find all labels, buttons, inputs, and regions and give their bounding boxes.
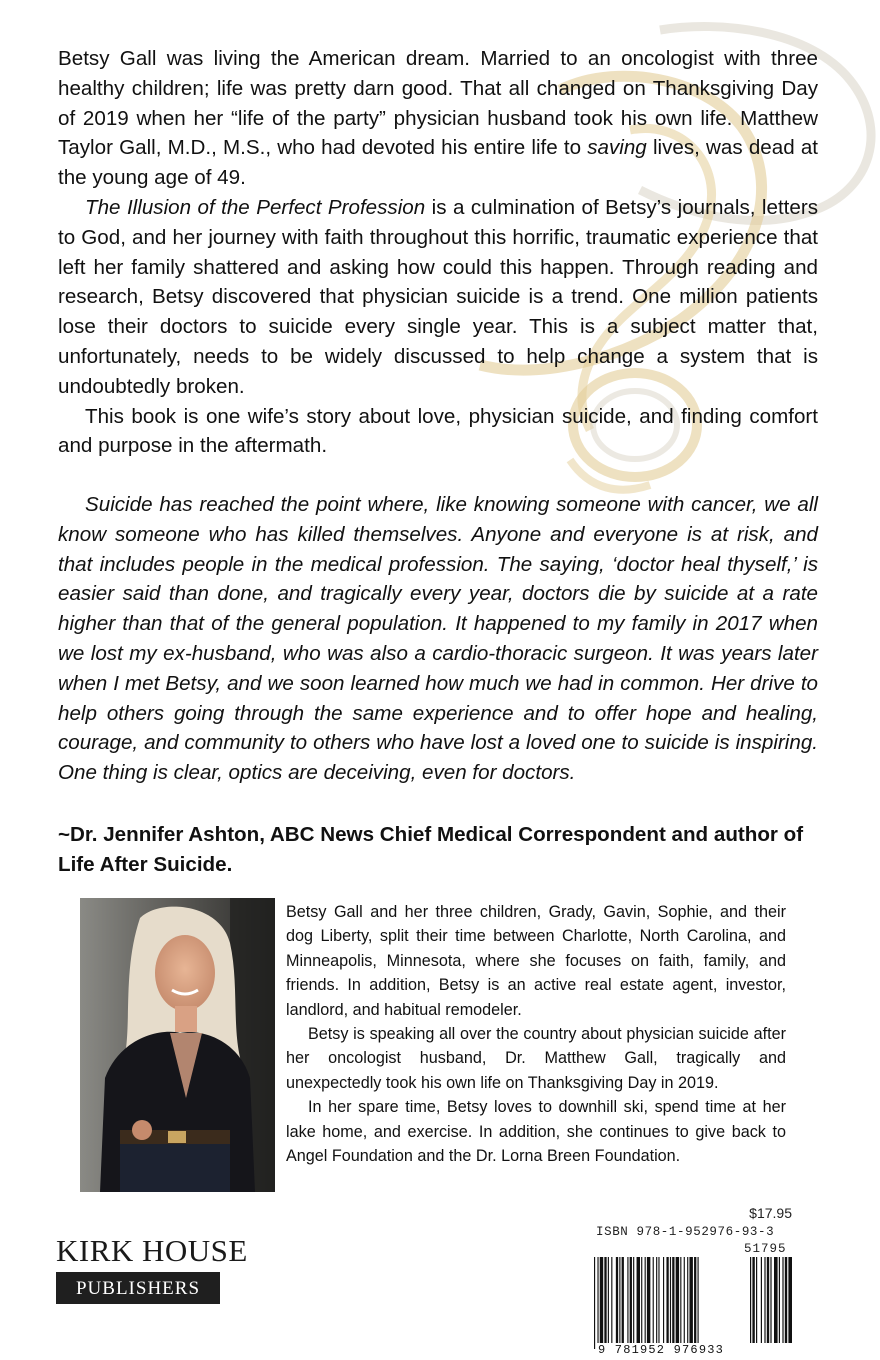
barcode-bar bbox=[622, 1257, 624, 1349]
publisher-subtitle: PUBLISHERS bbox=[56, 1272, 220, 1304]
barcode-bar bbox=[616, 1257, 618, 1349]
bio-paragraph-3: In her spare time, Betsy loves to downhill ski, spend time at her lake home, and exercise. In addition, she continues to give back to Angel Foundation and the Dr. Lorna Breen Foundation. bbox=[286, 1098, 786, 1166]
barcode-bar bbox=[687, 1257, 688, 1349]
addon-barcode-bar bbox=[785, 1257, 787, 1343]
barcode-bar bbox=[597, 1257, 598, 1349]
blurb-text: lives, was dead at the young age of 49. bbox=[58, 136, 818, 190]
barcode-bar bbox=[672, 1257, 674, 1349]
isbn-barcode-block bbox=[592, 1205, 822, 1355]
back-cover-blurb bbox=[58, 44, 818, 461]
barcode-bar bbox=[637, 1257, 640, 1349]
barcode-bar bbox=[656, 1257, 657, 1349]
publisher-logo bbox=[56, 1232, 252, 1304]
blurb-paragraph-2 bbox=[58, 193, 818, 402]
blurb-paragraph-3: This book is one wife’s story about love, physician suicide, and finding comfort and purpose in the aftermath. bbox=[58, 404, 818, 458]
isbn-label: ISBN 978-1-952976-93-3 bbox=[596, 1225, 775, 1239]
addon-barcode-bar bbox=[788, 1257, 792, 1343]
addon-barcode-bar bbox=[752, 1257, 754, 1343]
endorsement-attribution bbox=[58, 820, 838, 880]
addon-barcode-bar bbox=[770, 1257, 771, 1343]
blurb-text: is a culmination of Betsy’s journals, letters to God, and her journey with faith throughout this horrific, traumatic experience that left her family shattered and asking how could this happen. Through reading and research, Betsy discovered that physician suicide is a trend. One million patients lose their doctors to suicide every single year. This is a subject matter that, unfortunately, needs to be widely discussed to help change a system that is undoubtedly broken. bbox=[58, 195, 818, 398]
barcode-bar bbox=[666, 1257, 668, 1349]
barcode-bars bbox=[592, 1257, 822, 1355]
price-label: $17.95 bbox=[749, 1205, 792, 1221]
attribution-line-2: Life After Suicide. bbox=[58, 853, 233, 876]
book-title-mention: The Illusion of the Perfect Profession bbox=[85, 195, 426, 219]
barcode-bar bbox=[611, 1257, 612, 1349]
addon-barcode-bar bbox=[750, 1257, 751, 1343]
addon-barcode-bar bbox=[774, 1257, 778, 1343]
barcode-bar bbox=[604, 1257, 606, 1349]
barcode-bar bbox=[630, 1257, 632, 1349]
barcode-bar bbox=[619, 1257, 620, 1349]
barcode-bar bbox=[600, 1257, 603, 1349]
barcode-bar bbox=[684, 1257, 685, 1349]
ean-digits: 9 781952 976933 bbox=[598, 1343, 725, 1357]
barcode-bar bbox=[633, 1257, 634, 1349]
quote-text: Suicide has reached the point where, like knowing someone with cancer, we all know someone who has killed themselves. Anyone and everyone is at risk, and that includes people in the medical profession. The saying, ‘doctor heal thyself,’ is easier said than done, and tragically every year, doctors die by suicide at a rate higher than that of the general population. It happened to my family in 2017 when we lost my ex-husband, who was also a cardio-thoracic surgeon. It was years later when I met Betsy, and we soon learned how much we had in common. Her drive to help others going through the same experience and to offer hope and healing, courage, and community to others who have lost a loved one to suicide is inspiring. One thing is clear, optics are deceiving, even for doctors. bbox=[58, 493, 818, 785]
barcode-bar bbox=[698, 1257, 699, 1349]
publisher-name: KIRK HOUSE bbox=[56, 1233, 248, 1268]
bio-paragraph-2: Betsy is speaking all over the country about physician suicide after her oncologist husband, Dr. Matthew Gall, tragically and unexpectedly took his own life on Thanksgiving Day in 2019. bbox=[286, 1025, 786, 1092]
attribution-line-1: ~Dr. Jennifer Ashton, ABC News Chief Medical Correspondent and author of bbox=[58, 823, 804, 846]
author-bio bbox=[286, 900, 786, 1168]
barcode-bar bbox=[694, 1257, 696, 1349]
addon-barcode-bar bbox=[767, 1257, 769, 1343]
barcode-bar bbox=[645, 1257, 646, 1349]
addon-barcode-bar bbox=[779, 1257, 780, 1343]
barcode-bar bbox=[594, 1257, 595, 1349]
blurb-emphasis: saving bbox=[587, 136, 647, 160]
addon-barcode-bar bbox=[756, 1257, 757, 1343]
barcode-bar bbox=[663, 1257, 664, 1349]
addon-barcode-bar bbox=[764, 1257, 765, 1343]
author-photo bbox=[80, 898, 275, 1192]
addon-barcode-bar bbox=[761, 1257, 762, 1343]
barcode-bar bbox=[689, 1257, 692, 1349]
addon-barcode-bar bbox=[782, 1257, 783, 1343]
barcode-bar bbox=[653, 1257, 654, 1349]
endorsement-quote bbox=[58, 490, 818, 788]
blurb-text: Betsy Gall was living the American dream. Married to an oncologist with three healthy children; life was pretty darn good. That all changed on Thanksgiving Day of 2019 when her “life of the party” physician husband took his own life. Matthew Taylor Gall, M.D., M.S., who had devoted his entire life to bbox=[58, 47, 818, 160]
barcode-bar bbox=[680, 1257, 681, 1349]
barcode-bar bbox=[641, 1257, 642, 1349]
barcode-bar bbox=[647, 1257, 650, 1349]
barcode-bar bbox=[676, 1257, 679, 1349]
barcode-bar bbox=[670, 1257, 671, 1349]
barcode-bar bbox=[608, 1257, 609, 1349]
bio-paragraph-1: Betsy Gall and her three children, Grady, Gavin, Sophie, and their dog Liberty, split their time between Charlotte, North Carolina, and Minneapolis, Minnesota, where she focuses on faith, family, and friends. In addition, Betsy is an active real estate agent, investor, landlord, and habitual remodeler. bbox=[286, 903, 786, 1019]
barcode-bar bbox=[627, 1257, 628, 1349]
barcode-bar bbox=[658, 1257, 659, 1349]
blurb-paragraph-1 bbox=[58, 44, 818, 193]
price-addon-digits: 51795 bbox=[744, 1242, 787, 1256]
